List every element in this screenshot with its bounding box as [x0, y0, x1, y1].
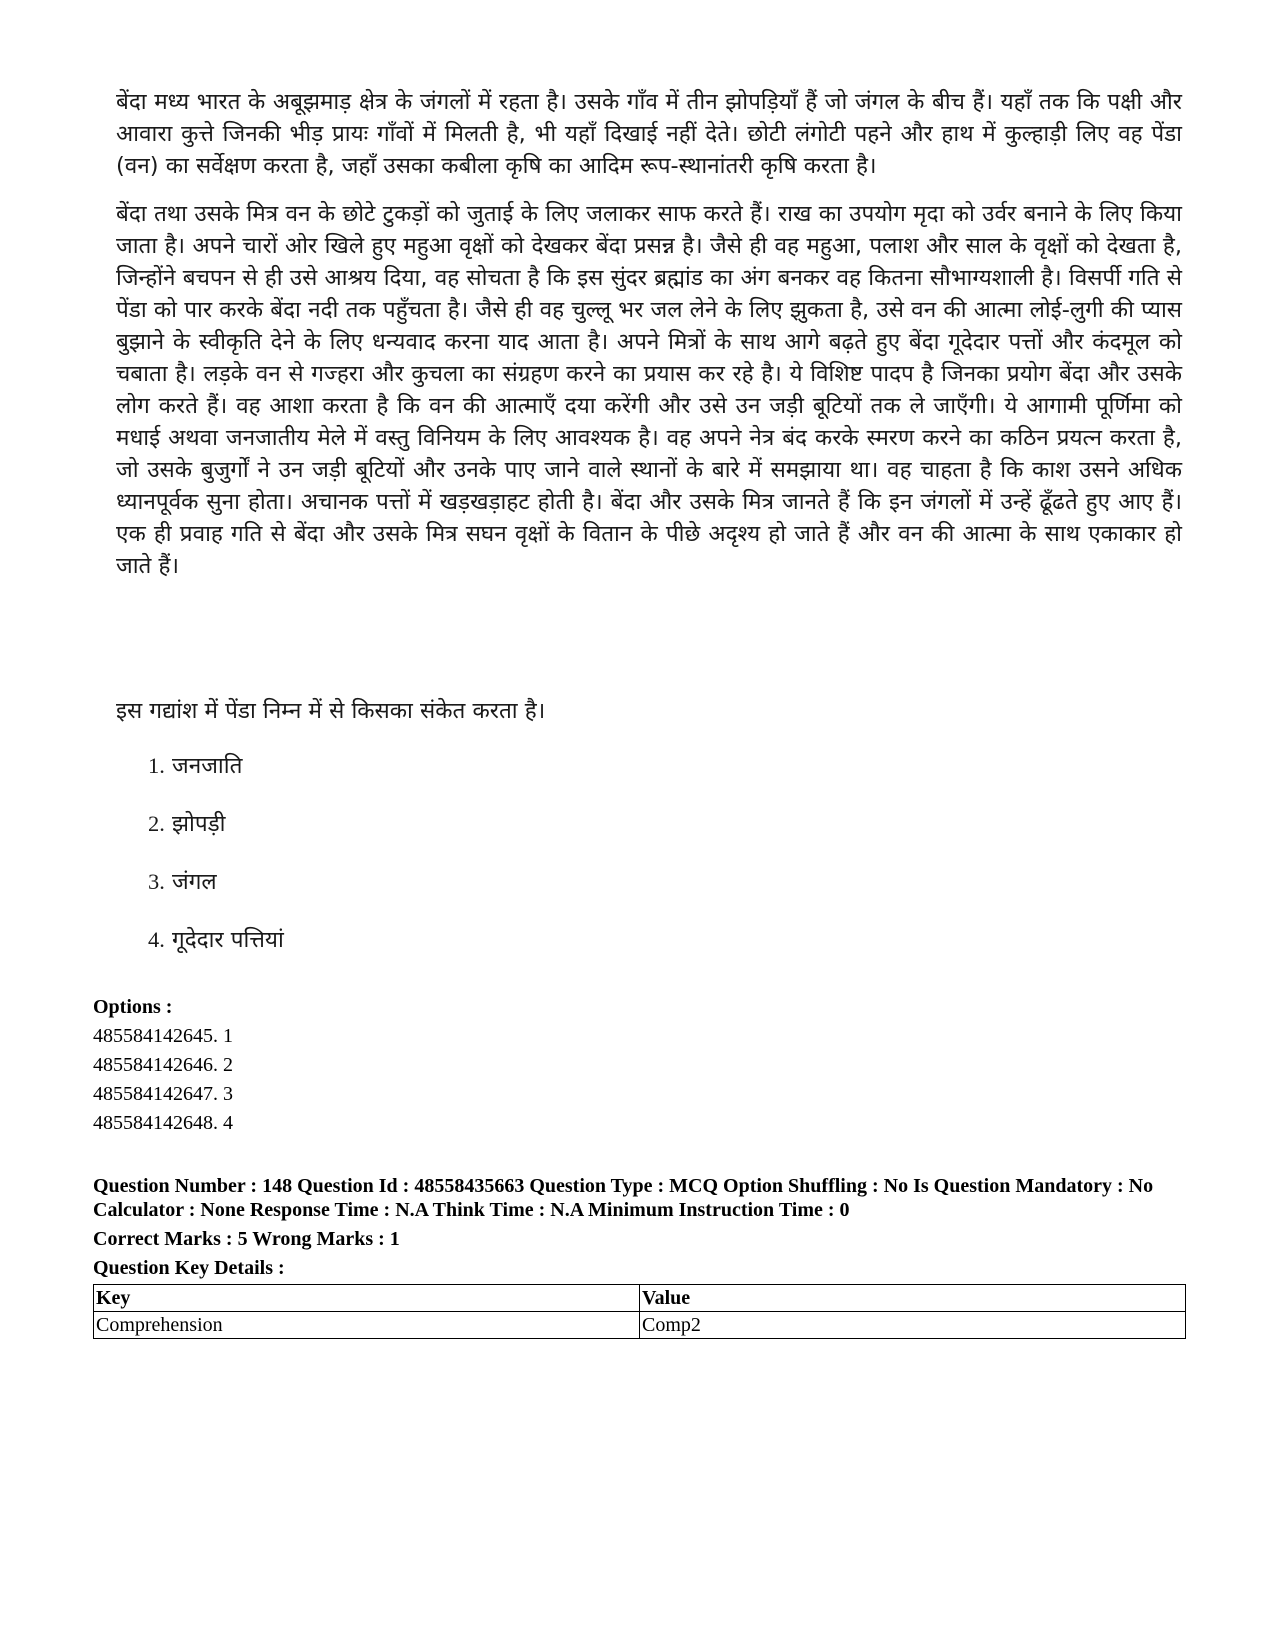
value-cell: Comp2	[640, 1312, 1186, 1339]
key-details-heading: Question Key Details :	[93, 1257, 285, 1279]
question-text: इस गद्यांश में पेंडा निम्न में से किसका संकेत करता है।	[116, 698, 546, 724]
choice-2	[148, 808, 284, 866]
choice-4	[148, 924, 284, 982]
question-info: Question Number : 148 Question Id : 48558435663 Question Type : MCQ Option Shuffling : No Is Question Mandatory : No Calculator : None Response Time : N.A Think Time : N.A Minimum Instruction Time : 0	[93, 1175, 1154, 1221]
choice-text: झोपड़ी	[172, 811, 226, 837]
passage-paragraph-1: बेंदा मध्य भारत के अबूझमाड़ क्षेत्र के जंगलों में रहता है। उसके गाँव में तीन झोपड़ियाँ हैं जो जंगल के बीच हैं। यहाँ तक कि पक्षी और आवारा कुत्ते जिनकी भीड़ प्रायः गाँवों में मिलती है, भी यहाँ दिखाई नहीं देते। छोटी लंगोटी पहने और हाथ में कुल्हाड़ी लिए वह पेंडा (वन) का सर्वेक्षण करता है, जहाँ उसका कबीला कृषि का आदिम रूप-स्थानांतरी कृषि करता है।	[116, 89, 1182, 179]
choice-number: 2.	[148, 811, 165, 836]
table-row	[94, 1312, 1186, 1339]
key-details-table	[93, 1284, 1186, 1339]
passage	[116, 86, 1182, 598]
marks-info: Correct Marks : 5 Wrong Marks : 1	[93, 1228, 400, 1250]
choice-text: जनजाति	[172, 753, 243, 779]
options-block	[93, 993, 233, 1138]
answer-choices	[148, 750, 284, 982]
choice-text: जंगल	[172, 869, 217, 895]
value-column-header: Value	[640, 1285, 1186, 1312]
option-item: 485584142646. 2	[93, 1054, 233, 1076]
option-item: 485584142647. 3	[93, 1083, 233, 1105]
key-cell: Comprehension	[94, 1312, 640, 1339]
key-column-header: Key	[94, 1285, 640, 1312]
options-heading: Options :	[93, 996, 173, 1018]
option-item: 485584142648. 4	[93, 1112, 233, 1134]
choice-number: 1.	[148, 753, 165, 778]
passage-paragraph-2: बेंदा तथा उसके मित्र वन के छोटे टुकड़ों को जुताई के लिए जलाकर साफ करते हैं। राख का उपयोग मृदा को उर्वर बनाने के लिए किया जाता है। अपने चारों ओर खिले हुए महुआ वृक्षों को देखकर बेंदा प्रसन्न है। जैसे ही वह महुआ, पलाश और साल के वृक्षों को देखता है, जिन्होंने बचपन से ही उसे आश्रय दिया, वह सोचता है कि इस सुंदर ब्रह्मांड का अंग बनकर वह कितना सौभाग्यशाली है। विसर्पी गति से पेंडा को पार करके बेंदा नदी तक पहुँचता है। जैसे ही वह चुल्लू भर जल लेने के लिए झुकता है, उसे वन की आत्मा लोई-लुगी की प्यास बुझाने के स्वीकृति देने के लिए धन्यवाद करना याद आता है। अपने मित्रों के साथ आगे बढ़ते हुए बेंदा गूदेदार पत्तों और कंदमूल को चबाता है। लड़के वन से गज्हरा और कुचला का संग्रहण करने का प्रयास कर रहे है। ये विशिष्ट पादप है जिनका प्रयोग बेंदा और उसके लोग करते हैं। वह आशा करता है कि वन की आत्माएँ दया करेंगी और उसे उन जड़ी बूटियों तक ले जाएँगी। ये आगामी पूर्णिमा को मधाई अथवा जनजातीय मेले में वस्तु विनियम के लिए आवश्यक है। वह अपने नेत्र बंद करके स्मरण करने का कठिन प्रयत्न करता है, जो उसके बुजुर्गों ने उन जड़ी बूटियों और उनके पाए जाने वाले स्थानों के बारे में समझाया था। वह चाहता है कि काश उसने अधिक ध्यानपूर्वक सुना होता। अचानक पत्तों में खड़खड़ाहट होती है। बेंदा और उसके मित्र जानते हैं कि इन जंगलों में उन्हें ढूँढते हुए आए हैं। एक ही प्रवाह गति से बेंदा और उसके मित्र सघन वृक्षों के वितान के पीछे अदृश्य हो जाते हैं और वन की आत्मा के साथ एकाकार हो जाते हैं।	[116, 201, 1182, 579]
choice-number: 4.	[148, 927, 165, 952]
choice-1	[148, 750, 284, 808]
choice-text: गूदेदार पत्तियां	[172, 927, 284, 953]
table-header-row	[94, 1285, 1186, 1312]
choice-number: 3.	[148, 869, 165, 894]
choice-3	[148, 866, 284, 924]
option-item: 485584142645. 1	[93, 1025, 233, 1047]
